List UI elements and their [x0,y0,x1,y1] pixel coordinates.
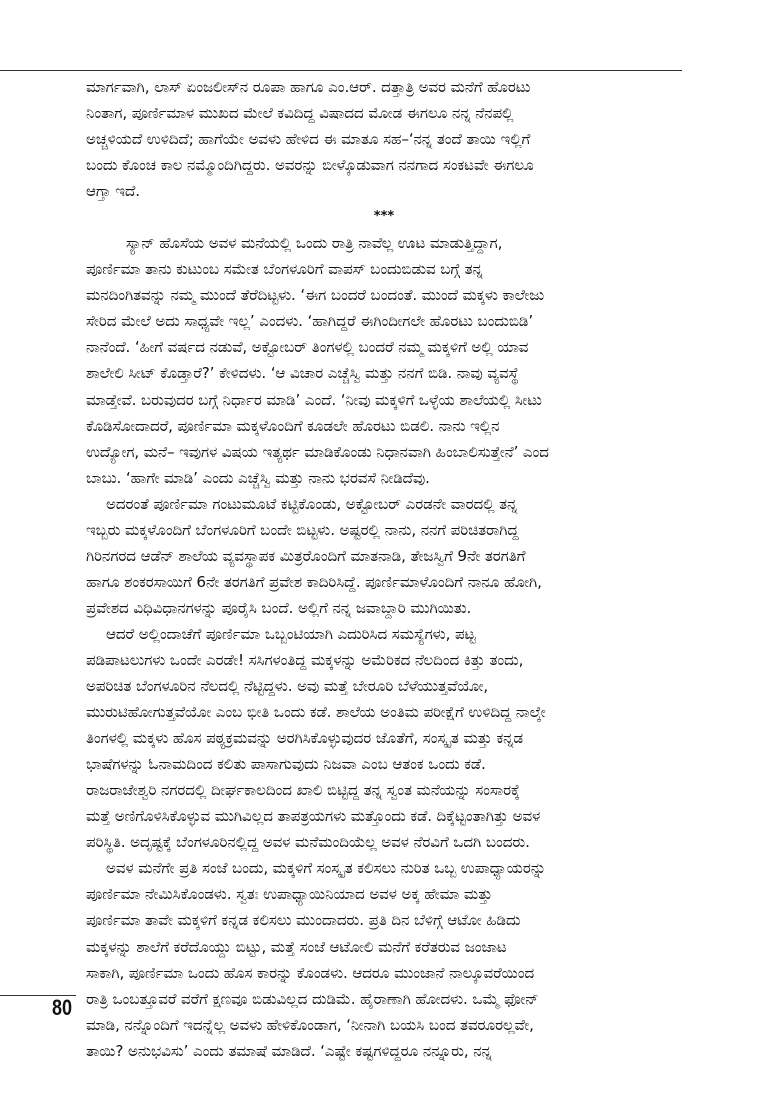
text-line: ಹಾಗೂ ಶಂಕರಸಾಯಿಗೆ 6ನೇ ತರಗತಿಗೆ ಪ್ರವೇಶ ಕಾದಿರಿಸಿದ್ದೆ. ಪೂರ್ಣಿಮಾಳೊಂದಿಗೆ ನಾನೂ ಹೋಗಿ, [86,572,542,591]
text-line: ತಾಯಿ? ಅನುಭವಿಸು’ ಎಂದು ತಮಾಷೆ ಮಾಡಿದೆ. ‘ಎಷ್ಟೇ ಕಷ್ಟಗಳಿದ್ದರೂ ನನ್ನೂರು, ನನ್ನ [86,1041,492,1060]
header-rule [0,70,682,71]
text-line: ಗಿರಿನಗರದ ಆಡೆನ್ ಶಾಲೆಯ ವ್ಯವಸ್ಥಾಪಕ ಮಿತ್ರರೊಂದಿಗೆ ಮಾತನಾಡಿ, ತೇಜಸ್ವಿಗೆ 9ನೇ ತರಗತಿಗೆ [86,546,526,565]
text-line: ನಿಂತಾಗ, ಪೂರ್ಣಿಮಾಳ ಮುಖದ ಮೇಲೆ ಕವಿದಿದ್ದ ವಿಷಾದದ ಮೋಡ ಈಗಲೂ ನನ್ನ ನೆನಪಲ್ಲಿ [86,104,514,123]
text-line: ಪೂರ್ಣಿಮಾ ತಾವೇ ಮಕ್ಕಳಿಗೆ ಕನ್ನಡ ಕಲಿಸಲು ಮುಂದಾದರು. ಪ್ರತಿ ದಿನ ಬೆಳಿಗ್ಗೆ ಆಟೋ ಹಿಡಿದು [86,911,521,930]
text-line: ನಾನೆಂದೆ. ‘ಹೀಗೆ ವರ್ಷದ ನಡುವೆ, ಅಕ್ಟೋಬರ್ ತಿಂಗಳಲ್ಲಿ ಬಂದರೆ ನಮ್ಮ ಮಕ್ಕಳಿಗೆ ಅಲ್ಲಿ ಯಾವ [86,338,529,357]
text-line: ಉದ್ಯೋಗ, ಮನೆ– ಇವುಗಳ ವಿಷಯ ಇತ್ಯರ್ಥ ಮಾಡಿಕೊಂಡು ನಿಧಾನವಾಗಿ ಹಿಂಬಾಲಿಸುತ್ತೇನೆ’ ಎಂದ [86,442,549,461]
text-line: ಆಗ್ತಾ ಇದೆ. [86,182,140,201]
text-line: ಸೇರಿದ ಮೇಲೆ ಅದು ಸಾಧ್ಯವೇ ಇಲ್ಲ’ ಎಂದಳು. ‘ಹಾಗಿದ್ದರೆ ಈಗಿಂದೀಗಲೇ ಹೊರಟು ಬಂದುಬಿಡಿ’ [86,312,534,331]
text-line: ಸಾಕಾಗಿ, ಪೂರ್ಣಿಮಾ ಒಂದು ಹೊಸ ಕಾರನ್ನು ಕೊಂಡಳು. ಆದರೂ ಮುಂಜಾನೆ ನಾಲ್ಕೂವರೆಯಿಂದ [86,963,535,982]
text-line: ಭಾಷೆಗಳನ್ನು ಓನಾಮದಿಂದ ಕಲಿತು ಪಾಸಾಗುವುದು ನಿಜವಾ ಎಂಬ ಆತಂಕ ಒಂದು ಕಡೆ. [86,755,486,774]
paragraph-start: ಸ್ಯಾನ್ ಹೊಸೆಯ ಅವಳ ಮನೆಯಲ್ಲಿ ಒಂದು ರಾತ್ರಿ ನಾವೆಲ್ಲ ಊಟ ಮಾಡುತ್ತಿದ್ದಾಗ, [126,234,503,253]
text-line: ಮುರುಟಿಹೋಗುತ್ತವೆಯೋ ಎಂಬ ಭೀತಿ ಒಂದು ಕಡೆ. ಶಾಲೆಯ ಅಂತಿಮ ಪರೀಕ್ಷೆಗೆ ಉಳಿದಿದ್ದ ನಾಲ್ಕೇ [86,703,546,722]
text-line: ಇಬ್ಬರು ಮಕ್ಕಳೊಂದಿಗೆ ಬೆಂಗಳೂರಿಗೆ ಬಂದೇ ಬಿಟ್ಟಳು. ಅಷ್ಟರಲ್ಲಿ ನಾನು, ನನಗೆ ಪರಿಚಿತರಾಗಿದ್ದ [86,520,519,539]
text-line: ಬಂದು ಕೊಂಚ ಕಾಲ ನಮ್ಮೊಂದಿಗಿದ್ದರು. ಅವರನ್ನು ಬೀಳ್ಕೊಡುವಾಗ ನನಗಾದ ಸಂಕಟವೇ ಈಗಲೂ [86,156,534,175]
paragraph-start: ಅವಳ ಮನೆಗೇ ಪ್ರತಿ ಸಂಜೆ ಬಂದು, ಮಕ್ಕಳಿಗೆ ಸಂಸ್ಕೃತ ಕಲಿಸಲು ನುರಿತ ಒಬ್ಬ ಉಪಾಧ್ಯಾಯರನ್ನು [106,859,546,878]
text-line: ಬಾಬು. ‘ಹಾಗೇ ಮಾಡಿ’ ಎಂದು ಎಚ್ಚೆಸ್ವಿ ಮತ್ತು ನಾನು ಭರವಸೆ ನೀಡಿದೆವು. [86,468,430,487]
text-line: ಮತ್ತೆ ಅಣಿಗೊಳಿಸಿಕೊಳ್ಳುವ ಮುಗಿವಿಲ್ಲದ ತಾಪತ್ರಯಗಳು ಮತ್ತೊಂದು ಕಡೆ. ದಿಕ್ಕೆಟ್ಟಂತಾಗಿತ್ತು ಅವಳ [86,807,541,826]
text-line: ಅಚ್ಚಳಿಯದೆ ಉಳಿದಿದೆ; ಹಾಗೆಯೇ ಅವಳು ಹೇಳಿದ ಈ ಮಾತೂ ಸಹ–‘ನನ್ನ ತಂದೆ ತಾಯಿ ಇಲ್ಲಿಗೆ [86,130,531,149]
text-line: ಮಕ್ಕಳನ್ನು ಶಾಲೆಗೆ ಕರೆದೊಯ್ದು ಬಿಟ್ಟು, ಮತ್ತೆ ಸಂಜೆ ಆಟೋಲಿ ಮನೆಗೆ ಕರೆತರುವ ಜಂಜಾಟ [86,937,507,956]
text-line: ಅಪರಿಚಿತ ಬೆಂಗಳೂರಿನ ನೆಲದಲ್ಲಿ ನೆಟ್ಟಿದ್ದಳು. ಅವು ಮತ್ತೆ ಬೇರೂರಿ ಬೆಳೆಯುತ್ತವೆಯೋ, [86,677,489,696]
text-line: ರಾತ್ರಿ ಒಂಬತ್ತೂವರೆ ವರೆಗೆ ಕ್ಷಣವೂ ಬಿಡುವಿಲ್ಲದ ದುಡಿಮೆ. ಹೈರಾಣಾಗಿ ಹೋದಳು. ಒಮ್ಮೆ ಫೋನ್ [86,989,539,1008]
paragraph-start: ಆದರೆ ಅಲ್ಲಿಂದಾಚೆಗೆ ಪೂರ್ಣಿಮಾ ಒಬ್ಬಂಟಿಯಾಗಿ ಎದುರಿಸಿದ ಸಮಸ್ಯೆಗಳು, ಪಟ್ಟ [106,624,476,643]
body-text [86,74,682,1064]
text-line: ಪೂರ್ಣಿಮಾ ತಾನು ಕುಟುಂಬ ಸಮೇತ ಬೆಂಗಳೂರಿಗೆ ವಾಪಸ್ ಬಂದುಬಿಡುವ ಬಗ್ಗೆ ತನ್ನ [86,260,483,279]
text-line: ರಾಜರಾಜೇಶ್ವರಿ ನಗರದಲ್ಲಿ ದೀರ್ಘಕಾಲದಿಂದ ಖಾಲಿ ಬಿಟ್ಟಿದ್ದ ತನ್ನ ಸ್ವಂತ ಮನೆಯನ್ನು ಸಂಸಾರಕ್ಕೆ [86,781,520,800]
text-line: ತಿಂಗಳಲ್ಲಿ ಮಕ್ಕಳು ಹೊಸ ಪಠ್ಯಕ್ರಮವನ್ನು ಅರಗಿಸಿಕೊಳ್ಳುವುದರ ಜೊತೆಗೆ, ಸಂಸ್ಕೃತ ಮತ್ತು ಕನ್ನಡ [86,729,524,748]
text-line: ಪ್ರವೇಶದ ವಿಧಿವಿಧಾನಗಳನ್ನು ಪೂರೈಸಿ ಬಂದೆ. ಅಲ್ಲಿಗೆ ನನ್ನ ಜವಾಬ್ದಾರಿ ಮುಗಿಯಿತು. [86,598,472,617]
page-number: 80 [52,995,73,1020]
section-break: *** [373,209,395,225]
text-line: ಪೂರ್ಣಿಮಾ ನೇಮಿಸಿಕೊಂಡಳು. ಸ್ವತಃ ಉಪಾಧ್ಯಾಯಿನಿಯಾದ ಅವಳ ಅಕ್ಕ ಹೇಮಾ ಮತ್ತು [86,885,493,904]
text-line: ಮಾರ್ಗವಾಗಿ, ಲಾಸ್ ಏಂಜಲೀಸ್‌ನ ರೂಪಾ ಹಾಗೂ ಎಂ.ಆರ್. ದತ್ತಾತ್ರಿ ಅವರ ಮನೆಗೆ ಹೊರಟು [86,78,531,96]
paragraph-start: ಅದರಂತೆ ಪೂರ್ಣಿಮಾ ಗಂಟುಮೂಟೆ ಕಟ್ಟಿಕೊಂಡು, ಅಕ್ಟೋಬರ್ ಎರಡನೇ ವಾರದಲ್ಲಿ ತನ್ನ [106,494,518,513]
text-line: ಮನದಿಂಗಿತವನ್ನು ನಮ್ಮ ಮುಂದೆ ತೆರೆದಿಟ್ಟಳು. ‘ಈಗ ಬಂದರೆ ಬಂದಂತೆ. ಮುಂದೆ ಮಕ್ಕಳು ಕಾಲೇಜು [86,286,545,305]
text-line: ಮಾಡಿ, ನನ್ನೊಂದಿಗೆ ಇದನ್ನೆಲ್ಲ ಅವಳು ಹೇಳಿಕೊಂಡಾಗ, ‘ನೀನಾಗಿ ಬಯಸಿ ಬಂದ ತವರೂರಲ್ಲವೇ, [86,1015,534,1034]
text-line: ಮಾಡ್ತೇವೆ. ಬರುವುದರ ಬಗ್ಗೆ ನಿರ್ಧಾರ ಮಾಡಿ’ ಎಂದೆ. ‘ನೀವು ಮಕ್ಕಳಿಗೆ ಒಳ್ಳೆಯ ಶಾಲೆಯಲ್ಲಿ ಸೀಟು [86,390,542,409]
text-line: ಪಡಿಪಾಟಲುಗಳು ಒಂದೇ ಎರಡೇ! ಸಸಿಗಳಂತಿದ್ದ ಮಕ್ಕಳನ್ನು ಅಮೆರಿಕದ ನೆಲದಿಂದ ಕಿತ್ತು ತಂದು, [86,650,524,669]
text-line: ಪರಿಸ್ಥಿತಿ. ಅದೃಷ್ಟಕ್ಕೆ ಬೆಂಗಳೂರಿನಲ್ಲಿದ್ದ ಅವಳ ಮನೆಮಂದಿಯೆಲ್ಲ ಅವಳ ನೆರವಿಗೆ ಒದಗಿ ಬಂದರು. [86,833,530,852]
text-line: ಕೊಡಿಸೋದಾದರೆ, ಪೂರ್ಣಿಮಾ ಮಕ್ಕಳೊಂದಿಗೆ ಕೂಡಲೇ ಹೊರಟು ಬಿಡಲಿ. ನಾನು ಇಲ್ಲಿನ [86,416,500,435]
text-line: ಶಾಲೇಲಿ ಸೀಟ್ ಕೊಡ್ತಾರೆ?’ ಕೇಳಿದಳು. ‘ಆ ವಿಚಾರ ಎಚ್ಚೆಸ್ವಿ ಮತ್ತು ನನಗೆ ಬಿಡಿ. ನಾವು ವ್ಯವಸ್ಥೆ [86,364,519,383]
